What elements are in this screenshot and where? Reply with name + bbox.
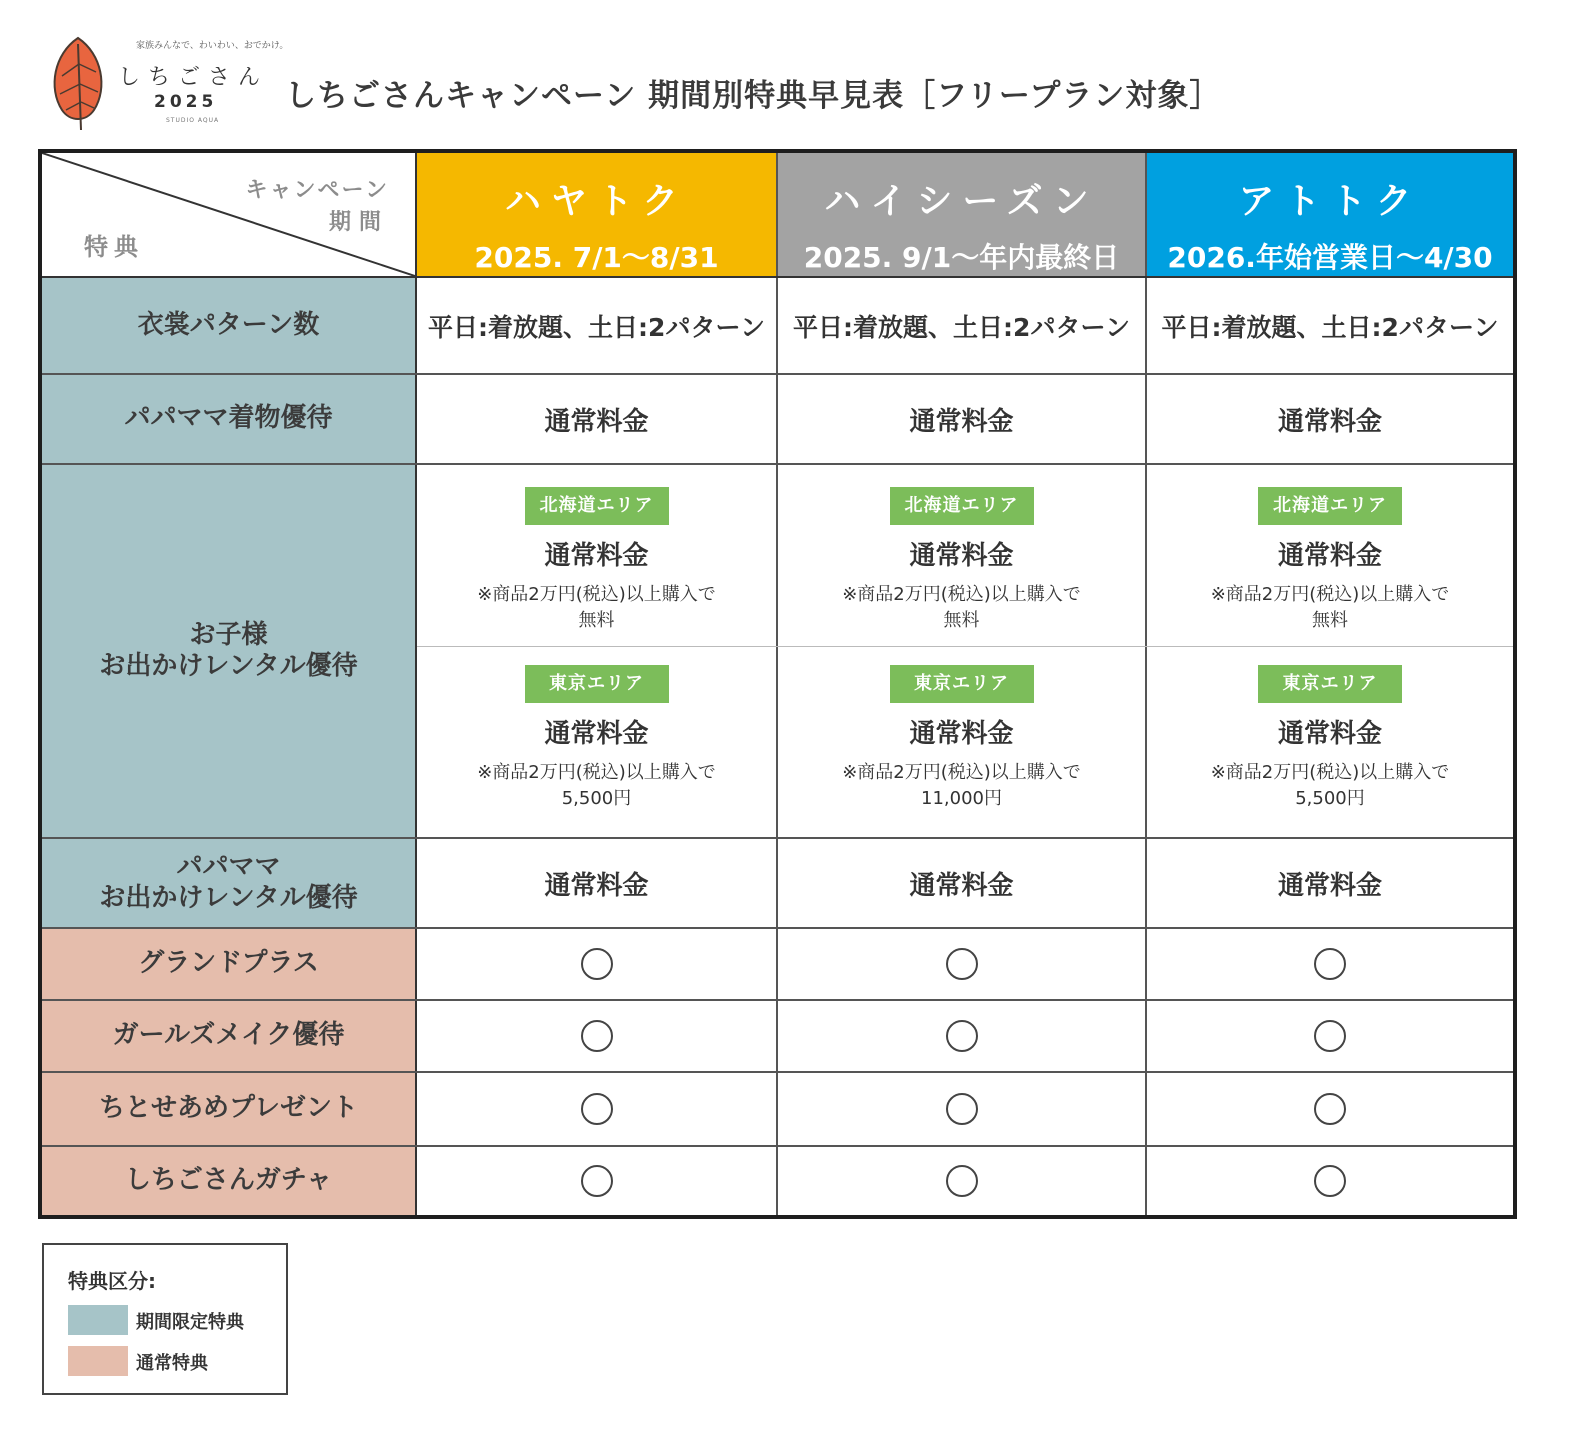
corner-benefit-label: 特典	[84, 233, 144, 261]
included-circle-icon	[581, 1165, 613, 1197]
area-badge-tokyo: 東京エリア	[890, 665, 1034, 703]
costume-cell: 平日:着放題、土日:2パターン	[793, 312, 1130, 342]
page-title: しちごさんキャンペーン 期間別特典早見表［フリープラン対象］	[285, 78, 1222, 114]
row-header-chitose-ame: ちとせあめプレゼント	[42, 1073, 415, 1145]
grand-plus-cell	[778, 929, 1145, 999]
fee-note: ※商品2万円(税込)以上購入で 5,500円	[477, 762, 716, 810]
row-header-girls-makeup: ガールズメイク優待	[42, 1001, 415, 1071]
grid-line	[42, 373, 1513, 375]
girls-makeup-cell	[778, 1001, 1145, 1071]
kids-rental-hokkaido-cell	[778, 487, 1145, 645]
legend-title: 特典区分:	[68, 1269, 156, 1293]
legend-label-regular: 通常特典	[136, 1353, 208, 1374]
parent-rental-cell: 通常料金	[909, 870, 1014, 901]
fee-note: ※商品2万円(税込)以上購入で 無料	[842, 584, 1081, 632]
costume-cell: 平日:着放題、土日:2パターン	[428, 312, 765, 342]
gacha-cell	[778, 1147, 1145, 1215]
column-name: ハイシーズン	[824, 181, 1099, 222]
grid-line	[415, 153, 417, 1215]
fee-label: 通常料金	[544, 541, 649, 571]
legend-swatch-regular	[68, 1346, 128, 1376]
area-badge-tokyo: 東京エリア	[1258, 665, 1402, 703]
included-circle-icon	[581, 1020, 613, 1052]
chitose-ame-cell	[1147, 1073, 1513, 1145]
included-circle-icon	[581, 1093, 613, 1125]
grand-plus-cell	[417, 929, 776, 999]
grid-line	[42, 1071, 1513, 1073]
corner-header	[42, 153, 415, 276]
row-header-parent-kimono: パパママ着物優待	[42, 375, 415, 463]
fee-note: ※商品2万円(税込)以上購入で 無料	[477, 584, 716, 632]
column-header-atotoku	[1147, 153, 1513, 276]
row-header-gacha: しちごさんガチャ	[42, 1147, 415, 1215]
fee-label: 通常料金	[909, 719, 1014, 749]
kids-rental-hokkaido-cell	[417, 487, 776, 645]
column-header-high-season	[778, 153, 1145, 276]
chitose-ame-cell	[417, 1073, 776, 1145]
kids-rental-tokyo-cell	[417, 665, 776, 835]
included-circle-icon	[946, 948, 978, 980]
grid-line	[42, 463, 1513, 465]
grid-line	[417, 646, 1513, 647]
corner-campaign-label: キャンペーン	[245, 178, 389, 203]
parent-rental-cell: 通常料金	[1277, 870, 1382, 901]
grid-line	[776, 153, 778, 1215]
grid-line	[42, 999, 1513, 1001]
chitose-ame-cell	[778, 1073, 1145, 1145]
gacha-cell	[417, 1147, 776, 1215]
area-badge-hokkaido: 北海道エリア	[1258, 487, 1402, 525]
row-header-kids-rental: お子様 お出かけレンタル優待	[42, 465, 415, 837]
legend-swatch-limited	[68, 1305, 128, 1335]
parent-rental-cell: 通常料金	[544, 870, 649, 901]
grid-line	[42, 927, 1513, 929]
costume-cell: 平日:着放題、土日:2パターン	[1161, 312, 1499, 342]
parent-kimono-cell: 通常料金	[544, 406, 649, 437]
included-circle-icon	[1314, 1020, 1346, 1052]
benefits-table	[38, 149, 1517, 1219]
legend-label-limited: 期間限定特典	[136, 1312, 244, 1333]
row-header-grand-plus: グランドプラス	[42, 929, 415, 999]
area-badge-tokyo: 東京エリア	[525, 665, 669, 703]
gacha-cell	[1147, 1147, 1513, 1215]
logo-tagline: 家族みんなで、わいわい、おでかけ。	[136, 41, 289, 51]
column-period: 2026.年始営業日～4/30	[1167, 241, 1493, 274]
logo-sub: STUDIO AQUA	[166, 117, 220, 124]
fee-label: 通常料金	[1277, 719, 1382, 749]
included-circle-icon	[946, 1165, 978, 1197]
grand-plus-cell	[1147, 929, 1513, 999]
fee-note: ※商品2万円(税込)以上購入で 無料	[1210, 584, 1450, 632]
grid-line	[42, 837, 1513, 839]
parent-kimono-cell: 通常料金	[1277, 406, 1382, 437]
row-header-parent-rental: パパママ お出かけレンタル優待	[42, 839, 415, 927]
area-badge-hokkaido: 北海道エリア	[890, 487, 1034, 525]
fee-label: 通常料金	[909, 541, 1014, 571]
logo-name: しちごさん	[118, 65, 269, 90]
included-circle-icon	[581, 948, 613, 980]
column-period: 2025. 9/1～年内最終日	[803, 241, 1120, 274]
fee-note: ※商品2万円(税込)以上購入で 5,500円	[1210, 762, 1450, 810]
grid-line	[42, 276, 1513, 278]
parent-kimono-cell: 通常料金	[909, 406, 1014, 437]
corner-period-label: 期間	[328, 210, 389, 235]
fee-note: ※商品2万円(税込)以上購入で 11,000円	[842, 762, 1081, 810]
kids-rental-tokyo-cell	[778, 665, 1145, 835]
fee-label: 通常料金	[544, 719, 649, 749]
column-period: 2025. 7/1～8/31	[474, 241, 719, 274]
girls-makeup-cell	[1147, 1001, 1513, 1071]
fee-label: 通常料金	[1277, 541, 1382, 571]
grid-line	[1145, 153, 1147, 1215]
brand-logo	[48, 30, 289, 130]
included-circle-icon	[1314, 1165, 1346, 1197]
row-header-costume: 衣裳パターン数	[42, 278, 415, 373]
kids-rental-tokyo-cell	[1147, 665, 1513, 835]
column-header-hayatoku	[417, 153, 776, 276]
included-circle-icon	[946, 1020, 978, 1052]
included-circle-icon	[946, 1093, 978, 1125]
included-circle-icon	[1314, 948, 1346, 980]
included-circle-icon	[1314, 1093, 1346, 1125]
column-name: アトトク	[1238, 181, 1422, 222]
grid-line	[42, 1145, 1513, 1147]
leaf-icon	[48, 36, 108, 132]
area-badge-hokkaido: 北海道エリア	[525, 487, 669, 525]
column-name: ハヤトク	[504, 181, 689, 222]
legend-box	[42, 1243, 288, 1395]
kids-rental-hokkaido-cell	[1147, 487, 1513, 645]
logo-year: 2025	[154, 92, 218, 112]
girls-makeup-cell	[417, 1001, 776, 1071]
